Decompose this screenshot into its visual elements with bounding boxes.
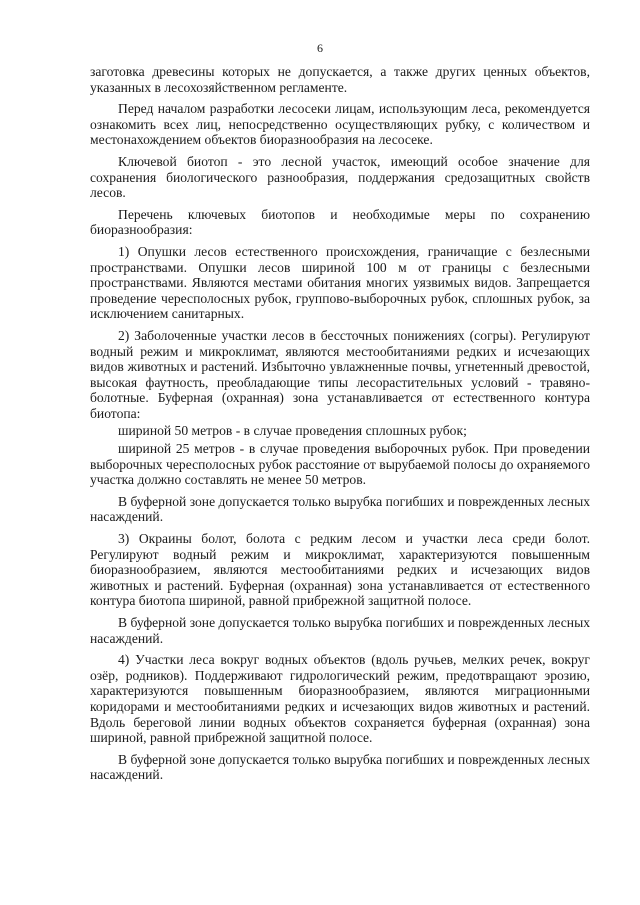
paragraph-biotope-list-intro: Перечень ключевых биотопов и необходимые меры по сохранению биоразнообразия:: [90, 206, 590, 238]
paragraph-lesoseka-intro: Перед началом разработки лесосеки лицам, использующим леса, рекомендуется ознакомить всех лиц, непосредственно осуществляющих рубку, с количеством и местонахождением объектов биоразнообразия на лесосеке.: [90, 101, 590, 148]
paragraph-buffer-zone-note-1: В буферной зоне допускается только вырубка погибших и поврежденных лесных насаждений.: [90, 493, 590, 525]
list-item-4-water-bodies: 4) Участки леса вокруг водных объектов (вдоль ручьев, мелких речек, вокруг озёр, родников). Поддерживают гидрологический режим, предотвращают эрозию, характеризуются повышенным биоразнообразием, являются миграционными коридорами и местообитаниями редких и исчезающих видов животных и растений. Вдоль береговой линии водных объектов сохраняется буферная (охранная) зона шириной, равной прибрежной защитной полосе.: [90, 652, 590, 746]
paragraph-buffer-zone-note-3: В буферной зоне допускается только вырубка погибших и поврежденных лесных насаждений.: [90, 751, 590, 783]
paragraph-width-50m: шириной 50 метров - в случае проведения сплошных рубок;: [118, 423, 467, 439]
list-item-1-forest-edges: 1) Опушки лесов естественного происхождения, граничащие с безлесными пространствами. Опушки лесов шириной 100 м от границы с безлесными пространствами. Являются местами обитания многих уязвимых видов. Запрещается проведение чересполосных рубок, группово-выборочных рубок, сплошных рубок, за исключением санитарных.: [90, 243, 590, 322]
list-item-2-wetland-forests: 2) Заболоченные участки лесов в бессточных понижениях (согры). Регулируют водный режим и микроклимат, являются местообитаниями редких и исчезающих видов животных и растений. Избыточно увлажненные почвы, угнетенный древостой, высокая фаутность, преобладающие типы лесорастительных условий - травяно-болотные. Буферная (охранная) зона устанавливается от естественного контура биотопа:: [90, 327, 590, 421]
document-body: [90, 64, 590, 789]
paragraph-key-biotope-definition: Ключевой биотоп - это лесной участок, имеющий особое значение для сохранения биологического разнообразия, поддержания средозащитных свойств лесов.: [90, 153, 590, 201]
paragraph-buffer-zone-note-2: В буферной зоне допускается только вырубка погибших и поврежденных лесных насаждений.: [90, 615, 590, 646]
list-item-3-bog-edges: 3) Окраины болот, болота с редким лесом и участки леса среди болот. Регулируют водный режим и микроклимат, характеризуются повышенным биоразнообразием, являются местообитаниями редких и исчезающих видов животных и растений. Буферная (охранная) зона устанавливается от естественного контура биотопа шириной, равной прибрежной защитной полосе.: [90, 531, 590, 609]
paragraph-continuation: заготовка древесины которых не допускается, а также других ценных объектов, указанных в лесохозяйственном регламенте.: [90, 64, 590, 95]
paragraph-width-25m: шириной 25 метров - в случае проведения выборочных рубок. При проведении выборочных чересполосных рубок расстояние от вырубаемой полосы до охраняемого участка должно составлять не менее 50 метров.: [90, 441, 590, 488]
page-number: 6: [317, 41, 323, 55]
